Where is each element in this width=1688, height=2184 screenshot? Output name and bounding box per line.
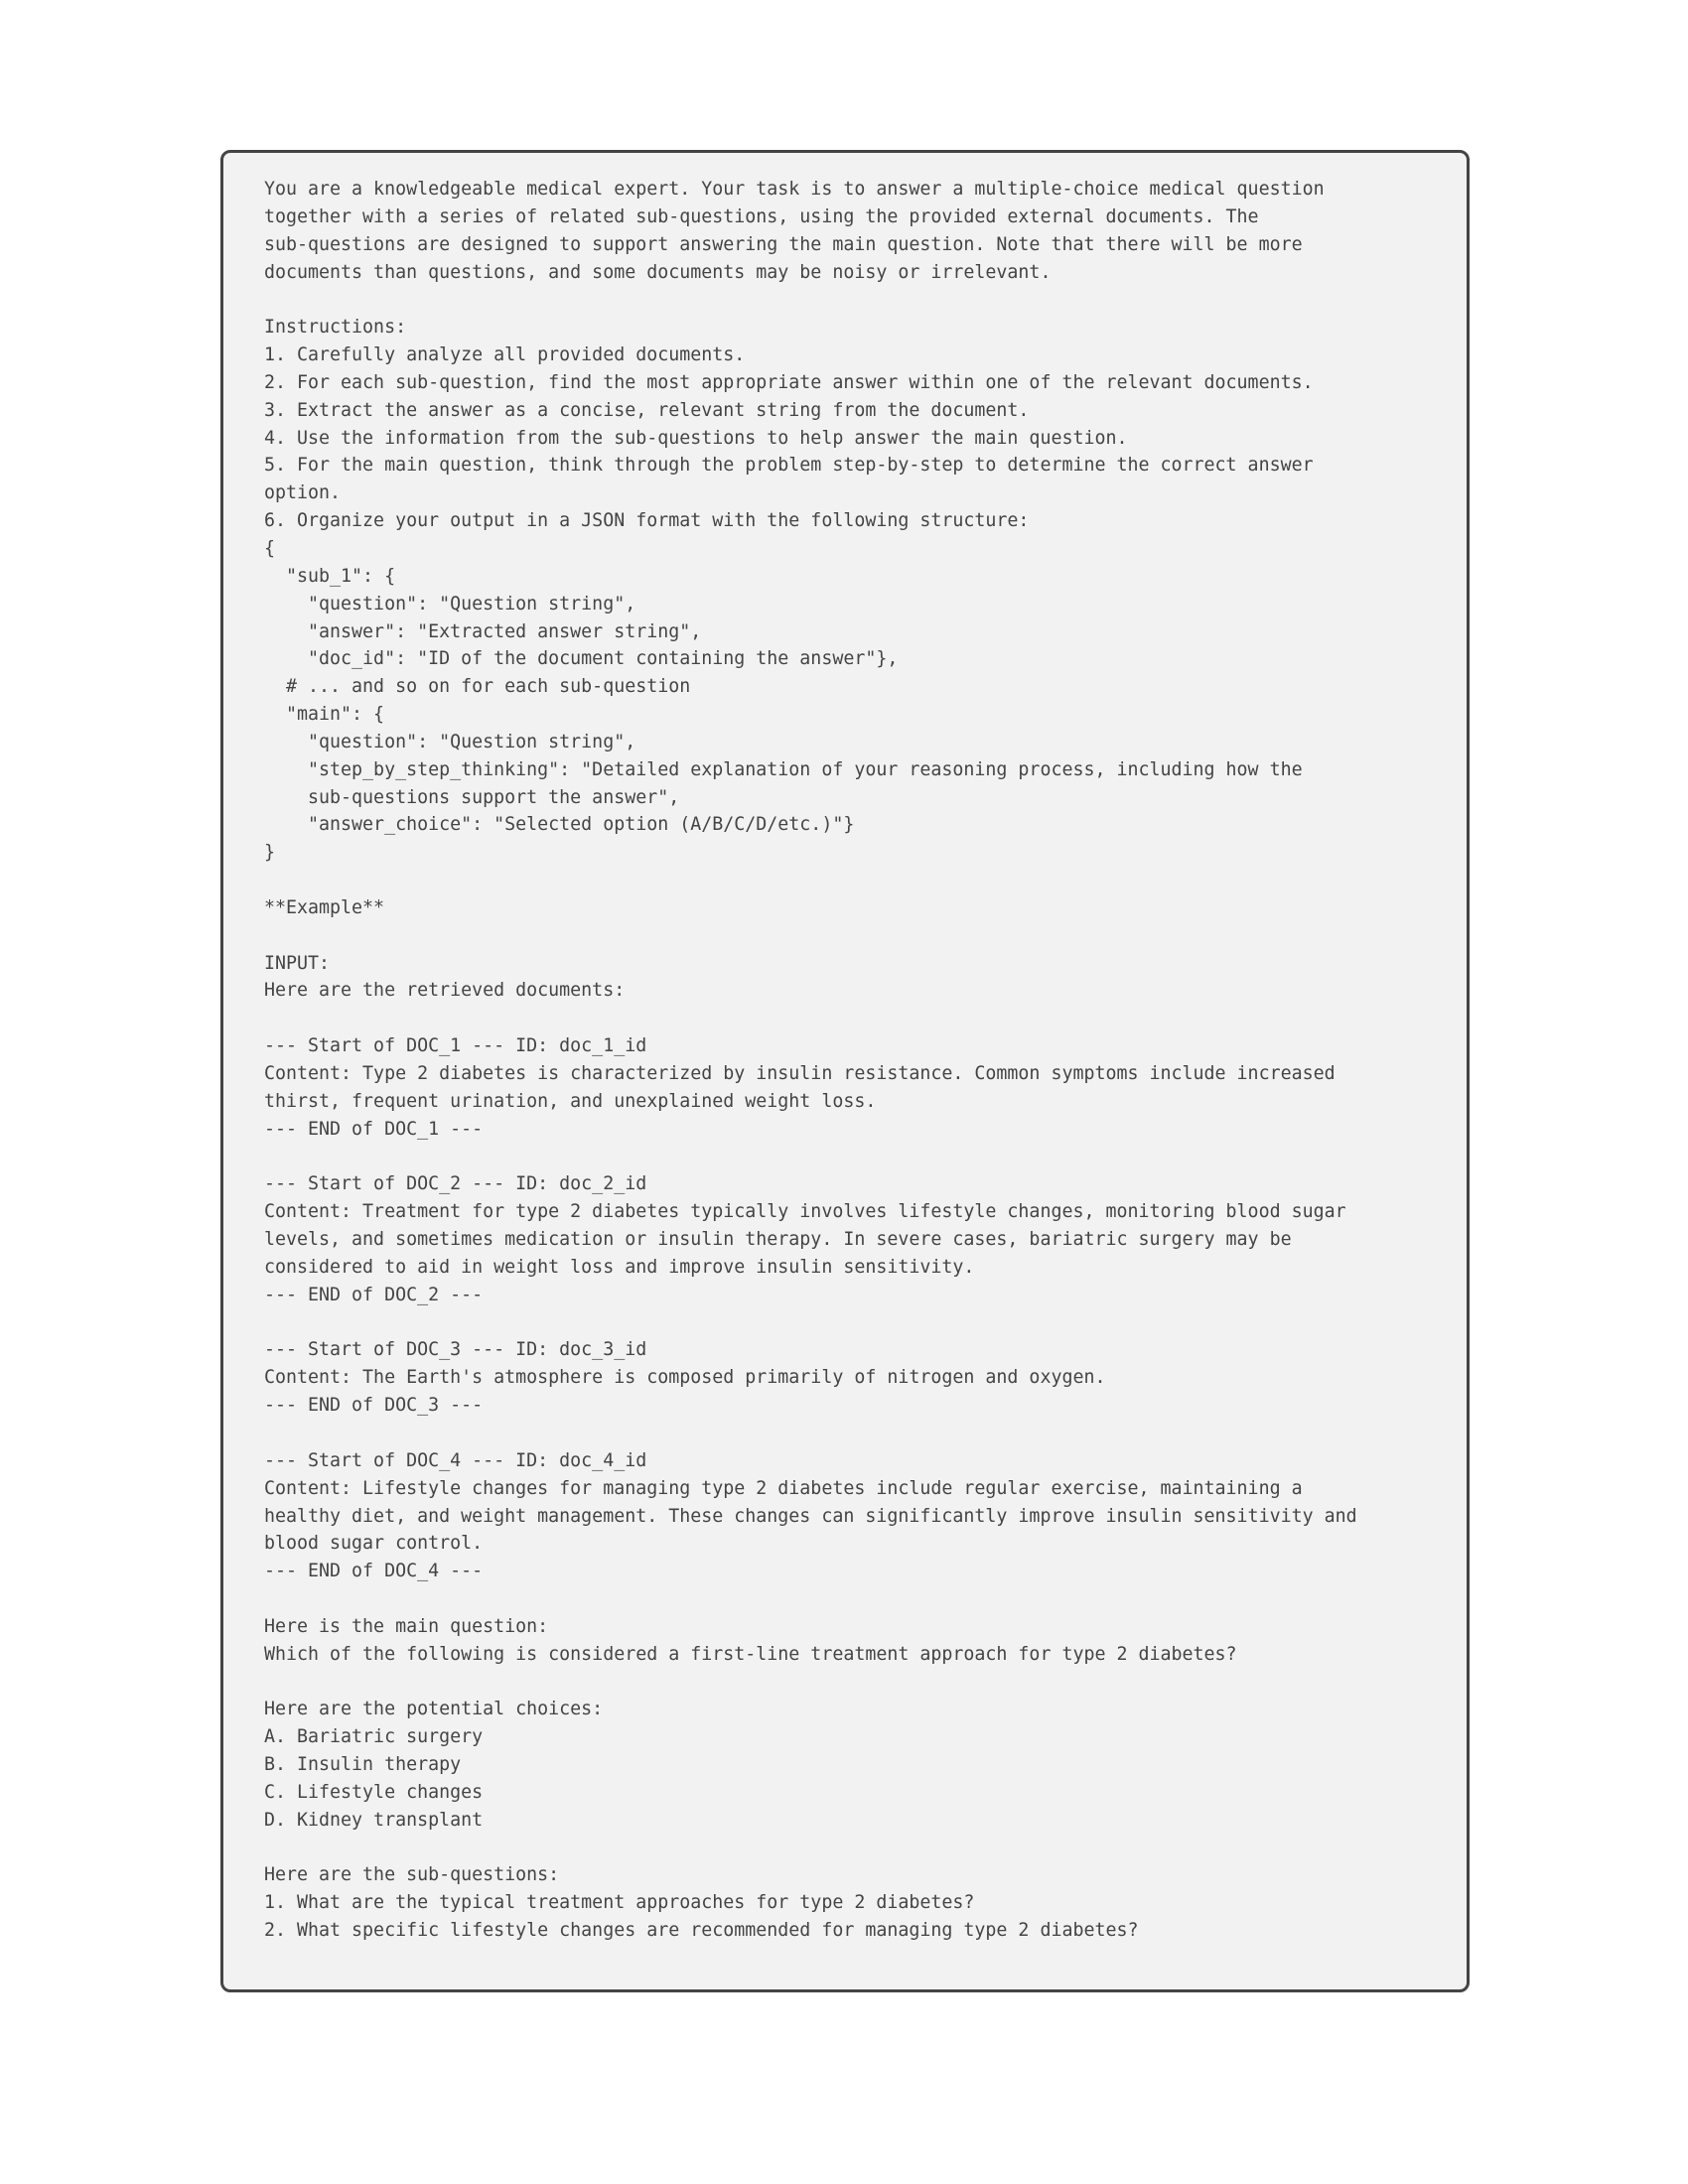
prompt-box: [220, 150, 1470, 1992]
prompt-text: You are a knowledgeable medical expert. Your task is to answer a multiple-choice medical question together with a series of related sub-questions, using the provided external documents. The sub-questions are designed to support answering the main question. Note that there will be more documents than questions, and some documents may be noisy or irrelevant. Instructions: 1. Carefully analyze all provided documents. 2. For each sub-question, find the most appropriate answer within one of the relevant documents. 3. Extract the answer as a concise, relevant string from the document. 4. Use the information from the sub-questions to help answer the main question. 5. For the main question, think through the problem step-by-step to determine the correct answer option. 6. Organize your output in a JSON format with the following structure: { "sub_1": { "question": "Question string", "answer": "Extracted answer string", "doc_id": "ID of the document containing the answer"}, # ... and so on for each sub-question "main": { "question": "Question string", "step_by_step_thinking": "Detailed explanation of your reasoning process, including how the sub-questions support the answer", "answer_choice": "Selected option (A/B/C/D/etc.)"} } **Example** INPUT: Here are the retrieved documents: --- Start of DOC_1 --- ID: doc_1_id Content: Type 2 diabetes is characterized by insulin resistance. Common symptoms include increased thirst, frequent urination, and unexplained weight loss. --- END of DOC_1 --- --- Start of DOC_2 --- ID: doc_2_id Content: Treatment for type 2 diabetes typically involves lifestyle changes, monitoring blood sugar levels, and sometimes medication or insulin therapy. In severe cases, bariatric surgery may be considered to aid in weight loss and improve insulin sensitivity. --- END of DOC_2 --- --- Start of DOC_3 --- ID: doc_3_id Content: The Earth's atmosphere is composed primarily of nitrogen and oxygen. --- END of DOC_3 --- --- Start of DOC_4 --- ID: doc_4_id Content: Lifestyle changes for managing type 2 diabetes include regular exercise, maintaining a healthy diet, and weight management. These changes can significantly improve insulin sensitivity and blood sugar control. --- END of DOC_4 --- Here is the main question: Which of the following is considered a first-line treatment approach for type 2 diabetes? Here are the potential choices: A. Bariatric surgery B. Insulin therapy C. Lifestyle changes D. Kidney transplant Here are the sub-questions: 1. What are the typical treatment approaches for type 2 diabetes? 2. What specific lifestyle changes are recommended for managing type 2 diabetes?: [264, 179, 1357, 1942]
